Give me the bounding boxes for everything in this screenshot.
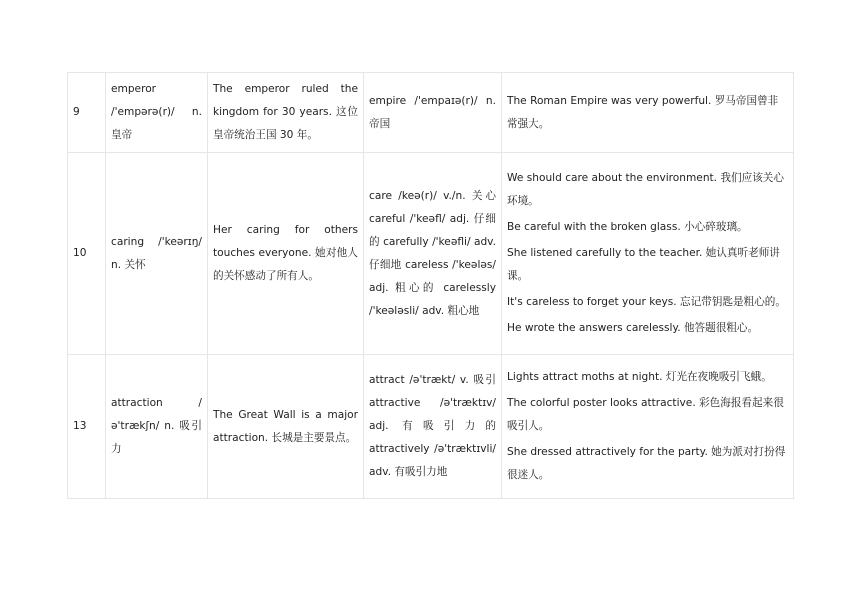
example-line: Be careful with the broken glass. 小心碎玻璃。 bbox=[507, 221, 748, 233]
derivative-examples-cell bbox=[502, 73, 794, 153]
table-row bbox=[68, 153, 794, 355]
example-line: Lights attract moths at night. 灯光在夜晚吸引飞蛾。 bbox=[507, 371, 772, 383]
row-number: 10 bbox=[68, 153, 106, 355]
derivatives-cell: care /keə(r)/ v./n. 关心 careful /'keəfl/ adj. 仔细的 carefully /'keəfli/ adv. 仔细地 careless /'keələs/ adj. 粗心的 carelessly /'keələsli/ adv. 粗心地 bbox=[364, 153, 502, 355]
table-row bbox=[68, 355, 794, 499]
example-sentence-cell: The Great Wall is a major attraction. 长城是主要景点。 bbox=[208, 355, 364, 499]
headword-cell: emperor /'empərə(r)/ n. 皇帝 bbox=[106, 73, 208, 153]
derivative-examples-cell bbox=[502, 153, 794, 355]
headword-cell: attraction /ə'trækʃn/ n. 吸引力 bbox=[106, 355, 208, 499]
derivatives-cell: empire /'empaɪə(r)/ n. 帝国 bbox=[364, 73, 502, 153]
example-line: He wrote the answers carelessly. 他答题很粗心。 bbox=[507, 322, 759, 334]
row-number: 9 bbox=[68, 73, 106, 153]
table-row bbox=[68, 73, 794, 153]
example-line: We should care about the environment. 我们应该关心环境。 bbox=[507, 172, 784, 207]
vocabulary-table bbox=[67, 72, 794, 499]
headword-cell: caring /'keərɪŋ/ n. 关怀 bbox=[106, 153, 208, 355]
row-number: 13 bbox=[68, 355, 106, 499]
derivatives-cell: attract /ə'trækt/ v. 吸引 attractive /ə'træktɪv/ adj. 有吸引力的 attractively /ə'træktɪvli/ adv. 有吸引力地 bbox=[364, 355, 502, 499]
derivative-examples-cell bbox=[502, 355, 794, 499]
example-sentence-cell: Her caring for others touches everyone. 她对他人的关怀感动了所有人。 bbox=[208, 153, 364, 355]
example-line: The Roman Empire was very powerful. 罗马帝国曾非常强大。 bbox=[507, 94, 779, 130]
example-line: She dressed attractively for the party. 她为派对打扮得很迷人。 bbox=[507, 446, 786, 481]
example-sentence-cell: The emperor ruled the kingdom for 30 years. 这位皇帝统治王国 30 年。 bbox=[208, 73, 364, 153]
example-line: The colorful poster looks attractive. 彩色海报看起来很吸引人。 bbox=[507, 397, 784, 432]
example-line: It's careless to forget your keys. 忘记带钥匙是粗心的。 bbox=[507, 296, 786, 308]
example-line: She listened carefully to the teacher. 她认真听老师讲课。 bbox=[507, 247, 780, 282]
